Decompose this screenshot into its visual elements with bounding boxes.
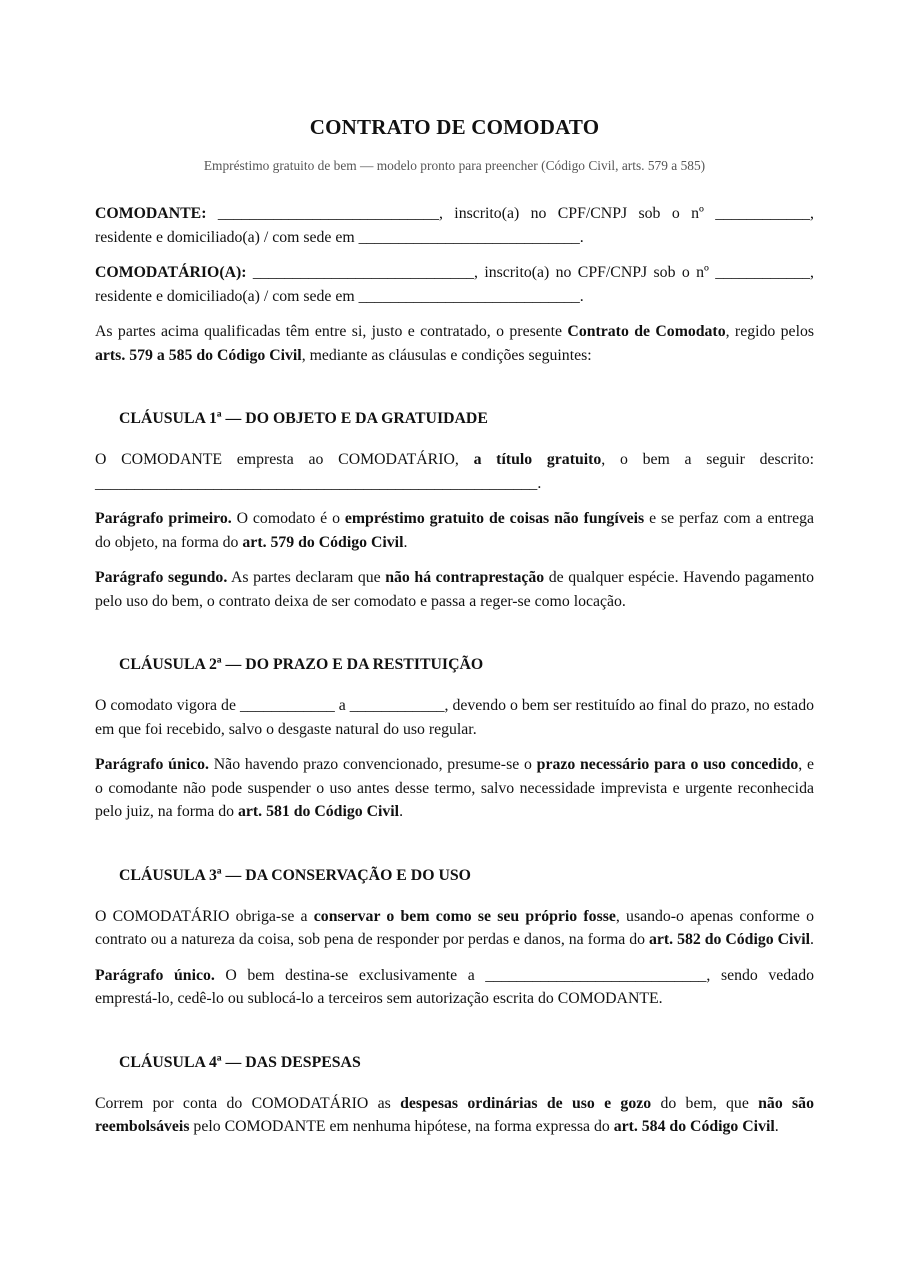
intro-bold: Contrato de Comodato [567,323,726,340]
clause-text: . [774,1118,779,1135]
clause-bold: art. 581 do Código Civil [238,803,400,820]
clause-bold: não há contraprestação [385,569,545,586]
clause-bold: empréstimo gratuito de coisas não fungíveis [344,510,645,527]
paragraph-label: Parágrafo primeiro. [95,510,232,527]
clause-text: do bem, que [651,1094,759,1112]
clause-bold: art. 579 do Código Civil [242,533,404,551]
clause-text: , o bem a seguir descrito: ________________________________________________________. [95,451,814,492]
clause-1-heading: CLÁUSULA 1ª — DO OBJETO E DA GRATUIDADE [119,410,488,427]
document-title: CONTRATO DE COMODATO [309,115,600,139]
clause-text: , e o comodante não pode suspender o uso antes desse termo, salvo necessidade imprevista e urgente reconhecida pelo juiz, na forma do [95,756,814,820]
clause-text: e se perfaz com a entrega do objeto, na forma do [95,510,815,551]
clause-2-heading: CLÁUSULA 2ª — DO PRAZO E DA RESTITUIÇÃO [119,656,484,673]
clause-4-heading: CLÁUSULA 4ª — DAS DESPESAS [119,1053,361,1071]
document-subtitle: Empréstimo gratuito de bem — modelo pronto para preencher (Código Civil, arts. 579 a 585) [203,158,706,173]
clause-text: O comodato vigora de ____________ a ____________, devendo o bem ser restituído ao final do prazo, no estado em que foi recebido, salvo o desgaste natural do uso regular. [95,697,814,738]
intro-text: As partes acima qualificadas têm entre si, justo e contratado, o presente [95,323,568,340]
clause-text: , usando-o apenas conforme o contrato ou a natureza da coisa, sob pena de responder por perdas e danos, na forma do [95,907,815,948]
clause-text: O bem destina-se exclusivamente a ____________________________, sendo vedado emprestá-lo, cedê-lo ou sublocá-lo a terceiros sem autorização escrita do COMODANTE. [95,966,814,1007]
intro-text: , mediante as cláusulas e condições seguintes: [301,346,592,364]
clause-3-paragraph-unique [95,964,814,1011]
clause-4-paragraph [95,1092,814,1139]
clause-2-paragraph [95,694,814,741]
clause-3-heading: CLÁUSULA 3ª — DA CONSERVAÇÃO E DO USO [119,866,471,884]
paragraph-label: Parágrafo único. [95,966,215,984]
clause-text: de qualquer espécie. Havendo pagamento pelo uso do bem, o contrato deixa de ser comodato e passa a reger-se como locação. [95,569,815,610]
comodante-text: ____________________________, inscrito(a) no CPF/CNPJ sob o nº ____________, residente e domiciliado(a) / com sede em ____________________________. [95,205,814,246]
contract-document [95,112,814,1139]
clause-text: Correm por conta do COMODATÁRIO as [95,1094,401,1112]
paragraph-label: Parágrafo segundo. [95,569,228,586]
comodatario-text: ____________________________, inscrito(a) no CPF/CNPJ sob o nº ____________, residente e domiciliado(a) / com sede em ____________________________. [95,264,814,305]
clause-2-paragraph-unique [95,753,814,824]
clause-text: As partes declaram que [227,569,386,586]
clause-text: pelo COMODANTE em nenhuma hipótese, na forma expressa do [189,1118,614,1135]
clause-bold: não são reembolsáveis [95,1094,814,1135]
comodante-label: COMODANTE: [95,205,207,222]
clause-1-paragraph-first [95,507,814,554]
clause-text: Não havendo prazo convencionado, presume-se o [209,756,537,773]
clause-text: O comodato é o [231,510,345,527]
clause-1-paragraph-second [95,566,814,613]
clause-bold: art. 584 do Código Civil [613,1118,775,1135]
clause-text: . [403,533,408,551]
comodatario-label: COMODATÁRIO(A): [95,264,247,281]
clause-bold: prazo necessário para o uso concedido [536,756,799,773]
party-comodante [95,202,814,249]
clause-text: O COMODATÁRIO obriga-se a [95,907,314,925]
intro-paragraph [95,320,814,367]
clause-3-paragraph [95,905,814,952]
party-comodatario [95,261,814,308]
clause-text: . [399,803,404,820]
clause-bold: despesas ordinárias de uso e gozo [400,1094,652,1112]
clause-bold: conservar o bem como se seu próprio fosse [313,907,616,925]
intro-bold: arts. 579 a 585 do Código Civil [95,346,302,364]
clause-bold: art. 582 do Código Civil [649,931,811,948]
clause-1-paragraph [95,448,814,495]
clause-text: . [810,931,814,948]
paragraph-label: Parágrafo único. [95,756,210,773]
clause-text: O COMODANTE empresta ao COMODATÁRIO, [95,451,474,468]
intro-text: , regido pelos [725,323,815,340]
clause-bold: a título gratuito [473,451,602,468]
